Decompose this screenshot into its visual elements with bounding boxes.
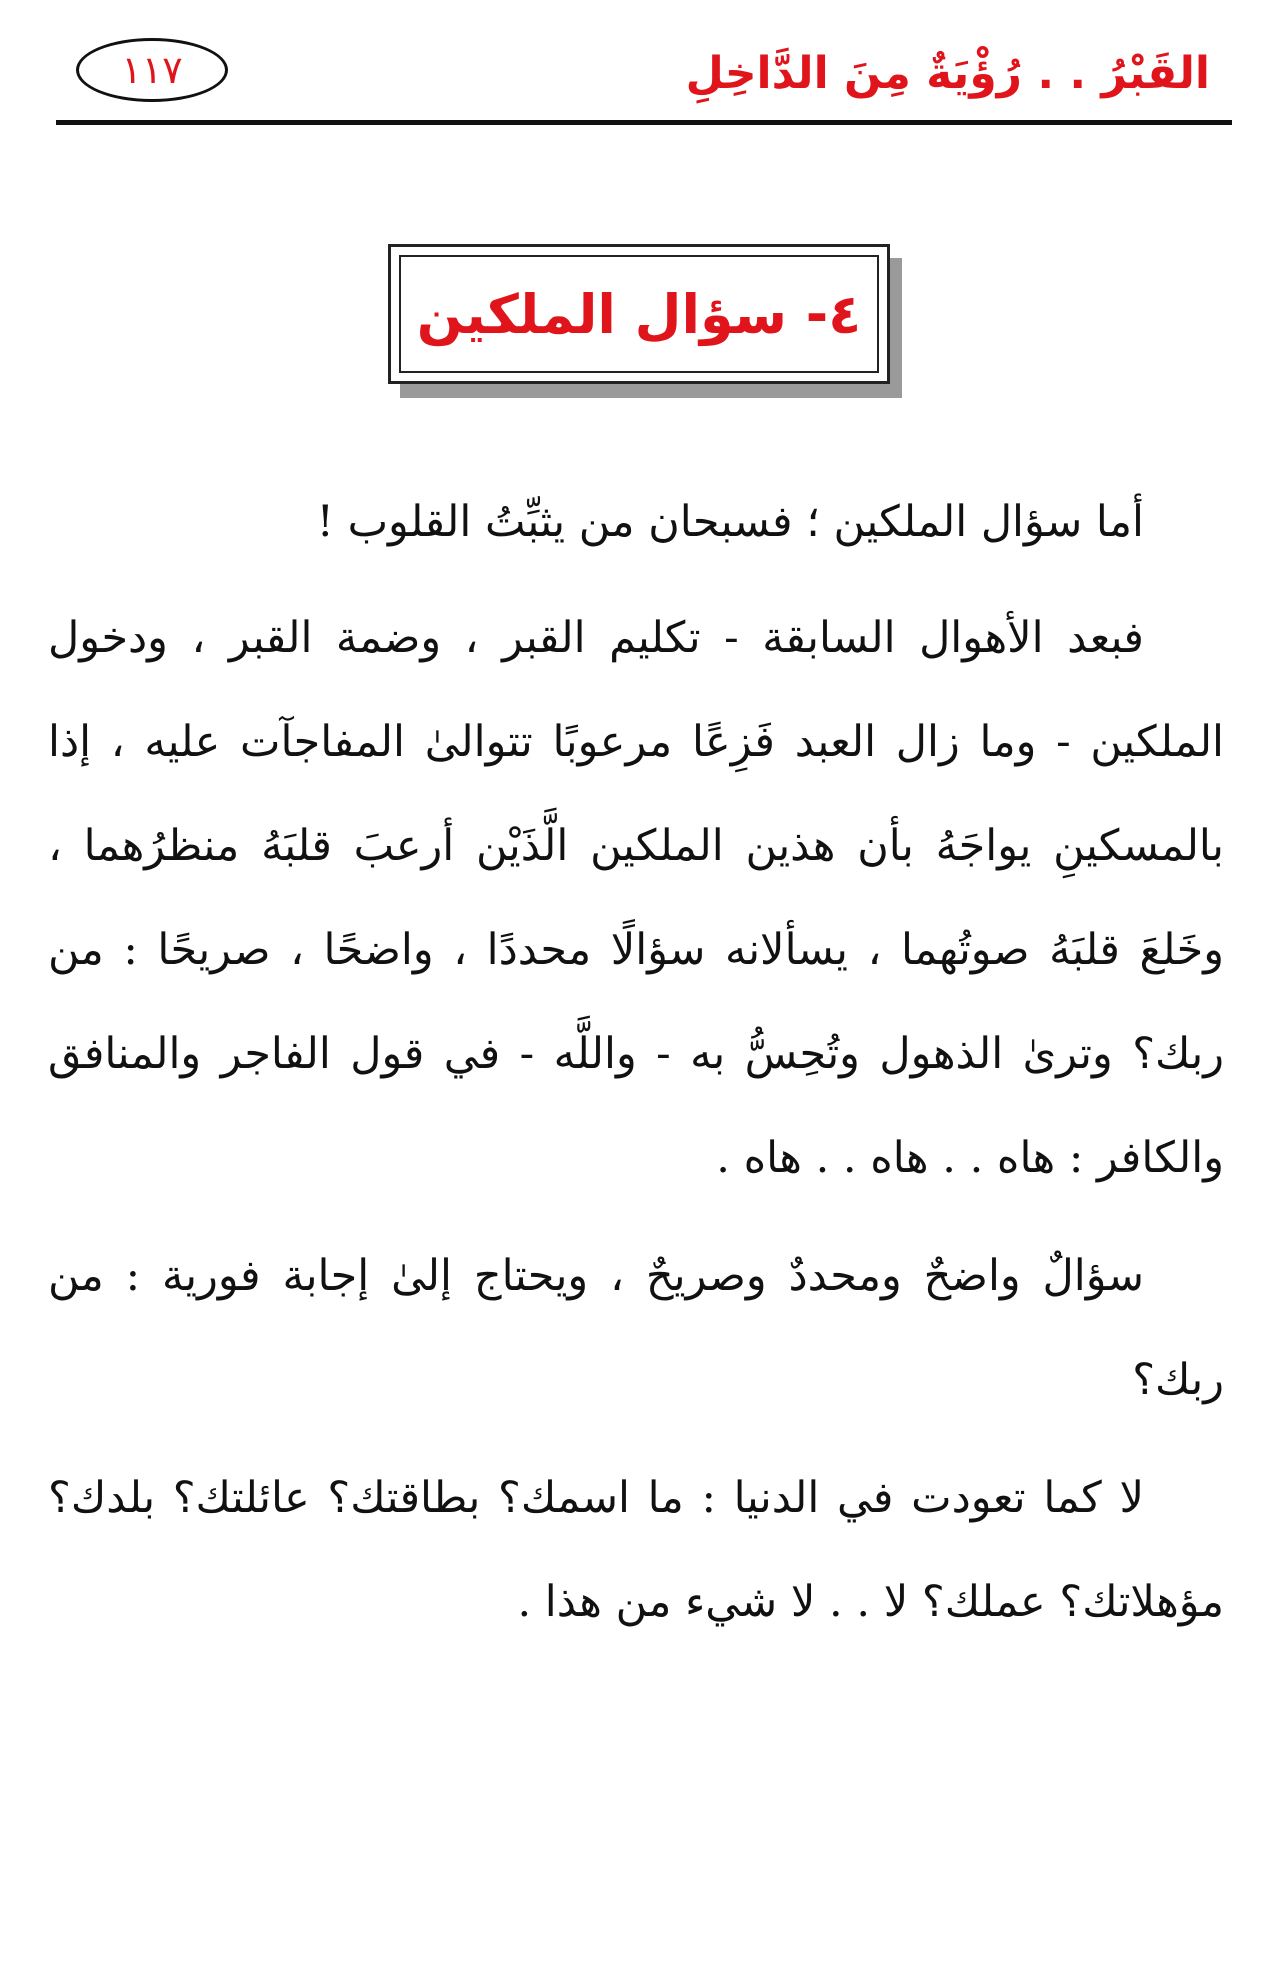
paragraph-3: سؤالٌ واضحٌ ومحددٌ وصريحٌ ، ويحتاج إلىٰ إجابة فورية : من ربك؟ <box>48 1251 1224 1405</box>
running-title: القَبْرُ . . رُؤْيَةٌ مِنَ الدَّاخِلِ <box>685 48 1210 99</box>
page-header <box>56 30 1232 125</box>
section-title-box <box>388 244 890 384</box>
paragraph-4: لا كما تعودت في الدنيا : ما اسمك؟ بطاقتك؟ عائلتك؟ بلدك؟ مؤهلاتك؟ عملك؟ لا . . لا شيء من هذا . <box>48 1473 1224 1627</box>
paragraph-1: أما سؤال الملكين ؛ فسبحان من يثبِّتُ القلوب ! <box>316 497 1144 547</box>
header-rule <box>56 120 1232 125</box>
section-title: ٤- سؤال الملكين <box>416 282 862 346</box>
body-text <box>48 470 1224 1668</box>
paragraph-2: فبعد الأهوال السابقة - تكليم القبر ، وضمة القبر ، ودخول الملكين - وما زال العبد فَزِعًا مرعوبًا تتوالىٰ المفاجآت عليه ، إذا بالمسكينِ يواجَهُ بأن هذين الملكين الَّذَيْن أرعبَ قلبَهُ منظرُهما ، وخَلعَ قلبَهُ صوتُهما ، يسألانه سؤالًا محددًا ، واضحًا ، صريحًا : من ربك؟ وترىٰ الذهول وتُحِسُّ به - واللَّه - في قول الفاجر والمنافق والكافر : هاه . . هاه . . هاه . <box>48 613 1224 1183</box>
page-number: ١١٧ <box>76 38 228 102</box>
